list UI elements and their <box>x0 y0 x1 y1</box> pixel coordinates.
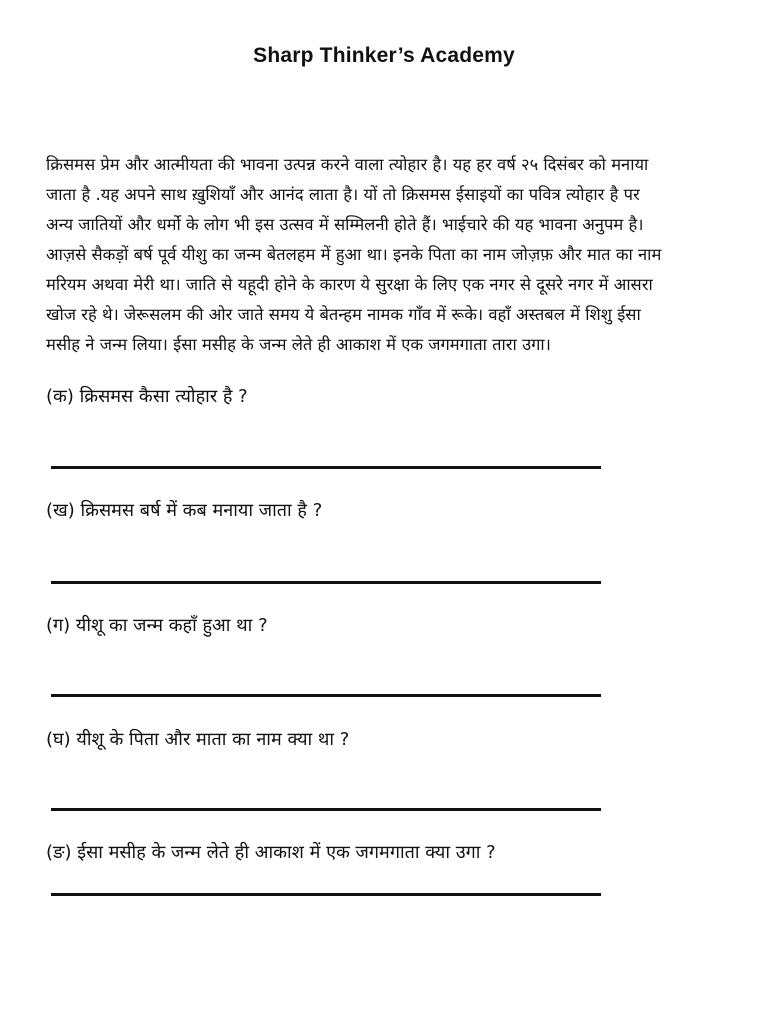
passage-line: आज़से सैकड़ों बर्ष पूर्व यीशु का जन्म बेतलहम में हुआ था। इनके पिता का नाम जोज़फ़ और मात का नाम <box>46 245 662 264</box>
passage-line: मसीह ने जन्म लिया। ईसा मसीह के जन्म लेते ही आकाश में एक जगमगाता तारा उगा। <box>46 335 551 354</box>
question-gha: (घ) यीशू के पिता और माता का नाम क्या था ? <box>46 729 350 750</box>
answer-line-ka[interactable] <box>51 466 601 469</box>
question-nga: (ङ) ईसा मसीह के जन्म लेते ही आकाश में एक जगमगाता क्या उगा ? <box>46 842 496 863</box>
passage-line: जाता है .यह अपने साथ ख़ुशियाँ और आनंद लाता है। यों तो क्रिसमस ईसाइयों का पवित्र त्योहार है पर <box>46 185 640 204</box>
reading-passage <box>46 150 726 360</box>
passage-line: क्रिसमस प्रेम और आत्मीयता की भावना उत्पन्न करने वाला त्योहार है। यह हर वर्ष २५ दिसंबर को मनाया <box>46 155 649 174</box>
passage-line: खोज रहे थे। जेरूसलम की ओर जाते समय ये बेतन्हम नामक गाँव में रूके। वहाँ अस्तबल में शिशु ईसा <box>46 305 641 324</box>
answer-line-kha[interactable] <box>51 581 601 584</box>
answer-line-nga[interactable] <box>51 893 601 896</box>
passage-line: अन्य जातियों और धर्मो के लोग भी इस उत्सव में सम्मिलनी होते हैं। भाईचारे की यह भावना अनुपम है। <box>46 215 644 234</box>
answer-line-gha[interactable] <box>51 808 601 811</box>
answer-line-ga[interactable] <box>51 694 601 697</box>
question-kha: (ख) क्रिसमस बर्ष में कब मनाया जाता है ? <box>46 500 323 521</box>
passage-line: मरियम अथवा मेरी था। जाति से यहूदी होने के कारण ये सुरक्षा के लिए एक नगर से दूसरे नगर में आसरा <box>46 275 653 294</box>
question-ga: (ग) यीशू का जन्म कहाँ हुआ था ? <box>46 615 268 636</box>
page-title: Sharp Thinker’s Academy <box>253 44 515 67</box>
question-ka: (क) क्रिसमस कैसा त्योहार है ? <box>46 386 248 407</box>
